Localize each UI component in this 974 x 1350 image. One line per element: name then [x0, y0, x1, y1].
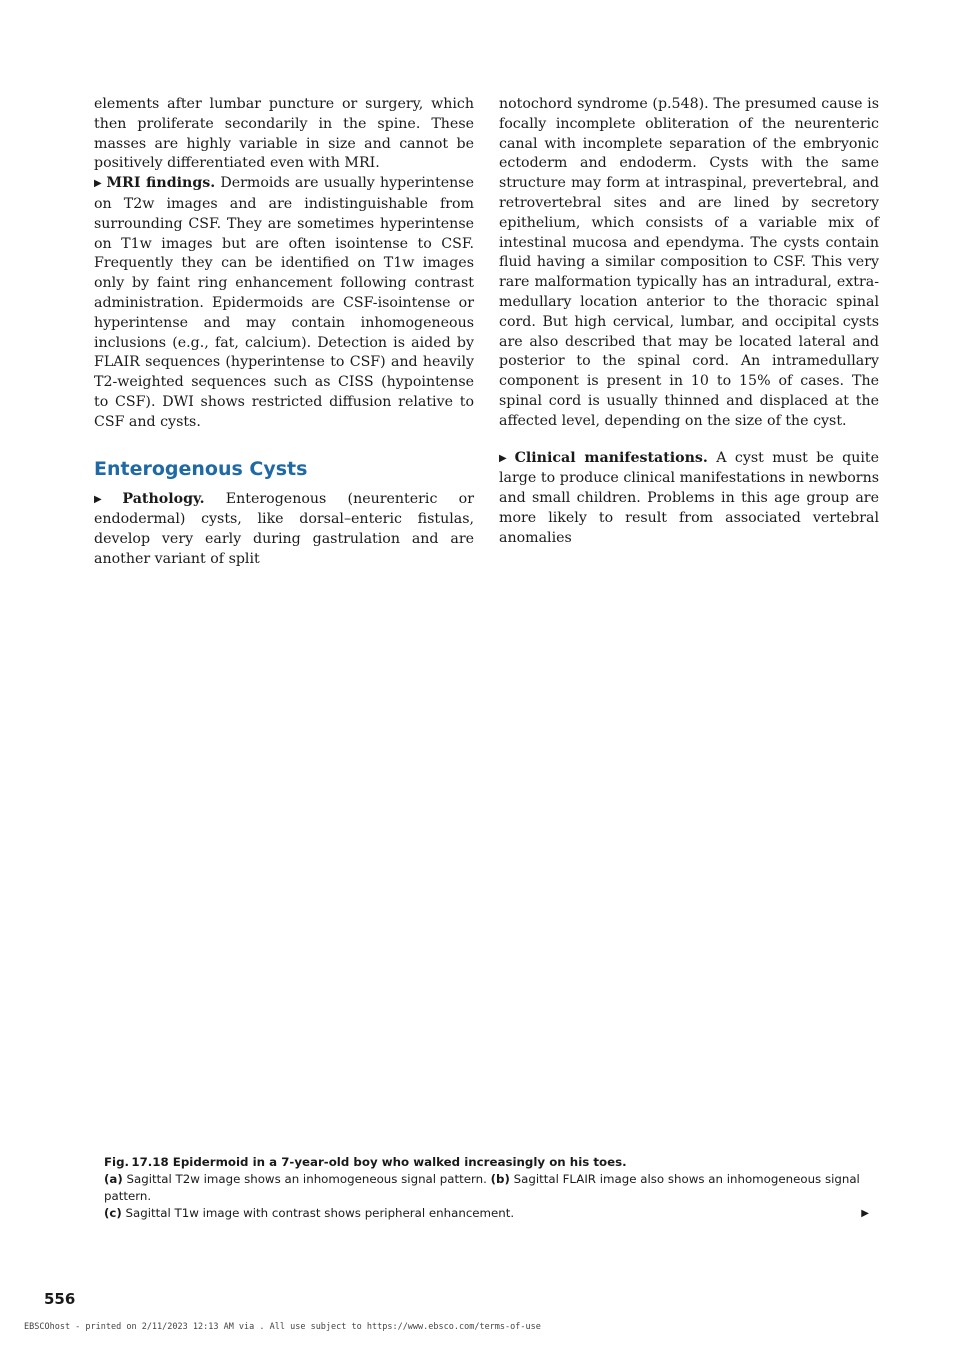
paragraph-notochord: notochord syndrome (p.548). The presumed cause is focally incomplete obliteration of the neurenteric canal with incomplete separation of the embryonic ectoderm and endoderm. Cysts with the same structure may form at intraspinal, prevertebral, and retrovertebral sites and are lined by secretory epithelium, which consists of a variable mix of intestinal mucosa and ependyma. The cysts contain fluid having a similar composition to CSF. This very rare malformation typically has an intradural, extramedullary location anterior to the thoracic spinal cord. But high cervical, lumbar, and occipital cysts are also described that may be located lateral and posterior to the spinal cord. An intramedullary component is present in 10 to 15% of cases. The spinal cord is usually thinned and displaced at the affected level, depending on the size of the cyst.	[499, 96, 879, 429]
caption-a-text: Sagittal T2w image shows an inhomogeneous signal pattern.	[122, 1172, 491, 1186]
paragraph-mri-findings	[94, 174, 474, 432]
right-column	[499, 95, 879, 549]
caption-b-label: (b)	[490, 1172, 510, 1186]
caption-line-ab	[104, 1171, 869, 1205]
continue-arrow-icon: ▶	[861, 1208, 869, 1219]
paragraph-intro: elements after lumbar puncture or surgery, which then proliferate secondarily in the spine. These masses are highly variable in size and cannot be positively differentiated even with MRI.	[94, 96, 474, 172]
page-number: 556	[44, 1290, 76, 1308]
mri-findings-lead: MRI findings.	[106, 175, 216, 192]
figure-caption	[104, 1154, 869, 1222]
left-column	[94, 95, 474, 570]
section-arrow-icon: ▶	[94, 493, 119, 505]
mri-findings-text: Dermoids are usually hyperintense on T2w images and are indistinguishable from surrounding CSF. They are sometimes hyperintense on T1w images but are often isointense to CSF. Frequently they can be identified on T1w images only by faint ring enhancement following contrast administration. Epidermoids are CSF-isointense or hyperintense and may contain inhomogeneous inclusions (e.g., fat, calcium). Detection is aided by FLAIR sequences (hyperintense to CSF) and heavily T2-weighted sequences such as CISS (hypointense to CSF). DWI shows restricted diffusion relative to CSF and cysts.	[94, 175, 474, 430]
caption-c-label: (c)	[104, 1206, 122, 1220]
section-heading: Enterogenous Cysts	[94, 457, 308, 480]
clinical-lead: Clinical manifestations.	[514, 449, 708, 466]
section-arrow-icon: ▶	[94, 178, 103, 190]
paragraph-pathology	[94, 490, 474, 570]
print-footer: EBSCOhost - printed on 2/11/2023 12:13 AM via . All use subject to https://www.ebsco.com/terms-of-use	[24, 1322, 541, 1332]
caption-line-c	[104, 1205, 869, 1222]
pathology-lead: Pathology.	[122, 490, 205, 507]
clinical-text: A cyst must be quite large to produce clinical manifestations in newborns and small children. Problems in this age group are more likely to result from associated vertebral anomalies	[499, 449, 879, 546]
caption-c-text: Sagittal T1w image with contrast shows peripheral enhancement.	[121, 1206, 515, 1220]
pathology-text: Enterogenous (neurenteric or endodermal) cysts, like dorsal–enteric fistulas, develop very early during gastrulation and are another variant of split	[94, 490, 474, 567]
section-arrow-icon: ▶	[499, 452, 511, 464]
caption-a-label: (a)	[104, 1172, 123, 1186]
caption-b-text: Sagittal FLAIR image also shows an inhomogeneous signal pattern.	[104, 1172, 860, 1203]
figure-title: Fig. 17.18 Epidermoid in a 7-year-old boy who walked increasingly on his toes.	[104, 1155, 627, 1169]
paragraph-clinical	[499, 449, 879, 549]
